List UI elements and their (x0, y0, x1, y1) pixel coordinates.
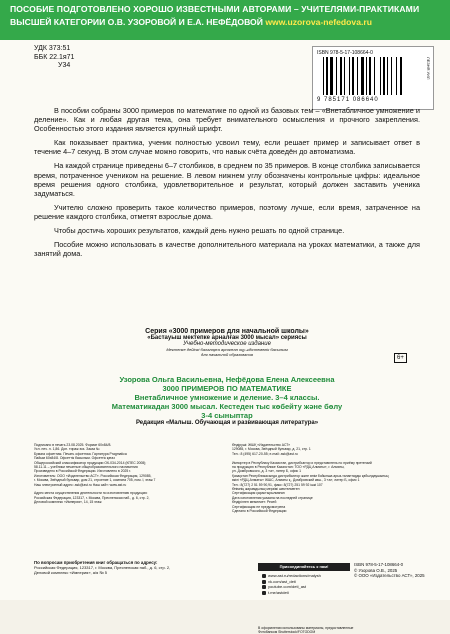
header-url-link[interactable]: www.uzorova-nefedova.ru (265, 17, 372, 27)
imprint-line: на продукцию в Республике Казахстан: ТОО «РДЦ Алматы», г. Алматы, (232, 465, 345, 470)
bbk-code: ББК 22.1я71 (34, 53, 75, 61)
copyright-publisher: © ООО «Издательство АСТ», 2025 (354, 573, 425, 579)
barcode-icon (323, 57, 419, 95)
barcode-bar (396, 57, 397, 95)
imprint-line: ул. Домбровского, д. 3 «а», литер Б, офис 1 (232, 469, 302, 474)
series-title: Серия «3000 примеров для начальной школы» (145, 328, 309, 335)
edition-type: Учебно-методическое издание (183, 341, 271, 347)
imprint-line: Изготовитель: ООО «Издательство АСТ». Российская Федерация, 129085, (34, 473, 152, 478)
imprint-left (34, 443, 224, 505)
author-code: У34 (58, 62, 71, 70)
edition-type-kz: Мектепке дейінгі балаларға арналған оқу-әдістемелік басылым (166, 347, 288, 352)
barcode-bar (330, 57, 333, 95)
imprint-line: Подписано в печать 23.08.2025. Формат 60х84/8. (34, 443, 112, 447)
social-link[interactable]: www.ast.ru/redactions/malysh (262, 573, 321, 579)
barcode-bar (340, 57, 342, 95)
header-banner (0, 0, 450, 40)
isbn-side-code: ЛЕЗНЯ УИЛ (426, 57, 431, 80)
isbn-text: ISBN 978-5-17-108664-0 (354, 562, 404, 567)
imprint-line: Деловой комплекс «Империя», 14, 15 этаж (34, 500, 102, 505)
imprint-line: Сертификация не предусмотрена (232, 504, 286, 509)
imprint-line: Тел.: 8 (495) 617-20-55; e-mail: ask@ast.ru (232, 451, 298, 456)
paragraph: Чтобы достичь хороших результатов, каждый день нужно решать по одной странице. (54, 226, 345, 236)
barcode-bar (349, 57, 350, 95)
paragraph: На каждой странице приведены 6–7 столбиков, в среднем по 35 примеров. В конце столбика записывается время, потраченное учеником на решение. В левом нижнем углу обозначены контрольные цифры: идеальное время решения одного столбика, удовлетворительное и результат, который должен заставить ученика задуматься. (34, 161, 420, 198)
barcode-bar (344, 57, 345, 95)
isbn-label: ISBN 978-5-17-108664-0 (317, 50, 373, 56)
paragraph: Учителю сложно проверить такое количество примеров, поэтому лучше, если время, затраченное на решение каждого столбика, отметят взрослые дома. (34, 202, 420, 221)
imprint-line: 129085, г. Москва, Звёздный бульвар, д. 21, стр. 1 (232, 447, 311, 452)
social-banner: Присоединяйтесь к нам! (258, 563, 350, 571)
description-text (34, 106, 420, 263)
authors-names: Узорова Ольга Васильевна, Нефёдова Елена Алексеевна (119, 375, 335, 384)
barcode-bar (323, 57, 324, 95)
udk-code: УДК 373:51 (34, 45, 71, 52)
header-authors: ВЫСШЕЙ КАТЕГОРИИ О.В. УЗОРОВОЙ И Е.А. НЕФЁДОВОЙ (10, 17, 263, 27)
barcode-bar (387, 57, 388, 95)
barcode-bar (357, 57, 358, 95)
social-links (262, 573, 321, 595)
purchase-address-2: Деловой комплекс «Империя», а/я № 5 (34, 570, 108, 575)
imprint-line: Усл. печ. л. 1,86. Доп. тираж экз. Заказ № (34, 447, 100, 452)
imprint-line: Дата изготовления указана на последней странице (232, 495, 313, 500)
isbn-barcode-box (312, 46, 434, 110)
title-block (34, 375, 420, 426)
imprint-line: өкілі «РДЦ-Алматы» ЖШС, Алматы қ., Домбровский көш., 3 «а», литер Б, офис 1 (232, 478, 360, 483)
youtube-icon (262, 585, 266, 589)
back-cover-page (0, 40, 450, 634)
header-line-2 (10, 17, 372, 27)
imprint-line: Тел.: 8(727) 2 51 59 90,91, факс: 8(727) 251 59 92 ішкі 107 (232, 482, 323, 487)
series-block (34, 328, 420, 357)
barcode-bar (391, 57, 392, 95)
copyright-author: © Узорова О.В., 2025 (354, 567, 398, 573)
purchase-address-1: Российская Федерация, 123317, г. Москва, Пресненская наб., д. 6, стр. 2, (34, 565, 171, 570)
edition-name: Редакция «Малыш. Обучающая и развивающая литература» (135, 420, 319, 426)
book-classes-kz: 3-4 сыныптар (201, 411, 253, 420)
imprint-line: Адрес места осуществления деятельности по изготовлению продукции: (34, 491, 148, 496)
imprint-line: Общероссийский классификатор продукции ОК-034-2014 (КПЕС 2008); (34, 460, 147, 465)
barcode-bar (383, 57, 385, 95)
imprint-line: Наш электронный адрес: ask@ast.ru Наш сайт: www.ast.ru (34, 482, 127, 487)
photo-credit: В оформлении использованы материалы, предоставленные Фотобанком Shutterstock/FOTODOM (258, 626, 354, 634)
social-link[interactable]: youtube.com/deti_ast (262, 584, 321, 590)
imprint-line: Пайым 60х84/8. Офсеттік басылым. Офсеттік қағаз (34, 456, 115, 461)
header-line-1: ПОСОБИЕ ПОДГОТОВЛЕНО ХОРОШО ИЗВЕСТНЫМИ АВТОРАМИ – УЧИТЕЛЯМИ-ПРАКТИКАМИ (10, 4, 420, 14)
imprint-line: Сертификация қарастырылмаған (232, 491, 285, 496)
book-title: 3000 ПРИМЕРОВ ПО МАТЕМАТИКЕ (162, 384, 292, 393)
telegram-icon (262, 591, 266, 595)
book-subtitle: Внетабличное умножение и деление. 3–4 классы. (134, 393, 320, 402)
barcode-bar (380, 57, 381, 95)
imprint-right (232, 443, 422, 513)
paragraph: Пособие можно использовать в качестве дополнительного материала на уроках математики, а также для занятий дома. (34, 240, 420, 259)
paragraph: В пособии собраны 3000 примеров по математике по одной из базовых тем – «Внетабличное умножение и деление». Как и любая другая тема, она требует внимательного осмысления и прочного закрепления. Особенностью этого издания является крупный шрифт. (34, 106, 420, 134)
imprint-line: Өндірілген мемлекет: Ресей (232, 500, 277, 505)
social-link[interactable]: vk.com/ast_deti (262, 579, 321, 585)
barcode-bar (361, 57, 364, 95)
imprint-line: Бумага офсетная. Печать офсетная. Гарнитура Pragmatica (34, 451, 127, 456)
imprint-line: г. Москва, Звёздный бульвар, дом 21, строение 1, комната 705, пом. I, этаж 7 (34, 478, 156, 483)
age-rating-badge: 6+ (394, 353, 407, 363)
social-link[interactable]: t.me/astdeti (262, 590, 321, 596)
copyright-block (354, 562, 425, 579)
imprint-line: Қазақстан Республикасында дистрибьютор және өнім бойынша арыз-талаптарды қабылдаушының (232, 473, 389, 478)
vk-icon (262, 580, 266, 584)
barcode-number: 9 785171 086640 (317, 97, 379, 103)
book-title-kz: Математикадан 3000 мысал. Кестеден тыс көбейту және бөлу (111, 402, 343, 411)
series-title-kz: «Бастауыш мектепке арналған 3000 мысал» сериясы (147, 335, 307, 341)
purchase-info (34, 560, 254, 575)
imprint-line: Өндіруші: ЖШҚ «Издательство АСТ» (232, 443, 291, 447)
barcode-bar (352, 57, 354, 95)
barcode-bar (374, 57, 375, 95)
imprint-line: Өнімнің жарамдылық мерзімі шектелмеген (232, 487, 300, 492)
edition-type-note: для начальной образования (201, 352, 253, 357)
barcode-bar (326, 57, 328, 95)
imprint-line: Сделано в Российской Федерации (232, 509, 287, 514)
globe-icon (262, 574, 266, 578)
purchase-title: По вопросам приобретения книг обращаться по адресу: (34, 560, 158, 565)
barcode-bar (366, 57, 367, 95)
barcode-bar (369, 57, 371, 95)
imprint-line: Импортер в Республику Казахстан, дистрибьютор и представитель по приёму претензий (232, 460, 372, 465)
barcode-bar (336, 57, 337, 95)
imprint-line: Произведено в Российской Федерации. Изготовлено в 2025 г. (34, 469, 131, 474)
catalog-codes (34, 45, 74, 71)
paragraph: Как показывает практика, ученик полностью усвоил тему, если решает пример и записывает ответ в течение 4–7 секунд. В этом случае можно говорить, что навык счёта доведён до автоматизма. (34, 138, 420, 157)
imprint-line: 58.11.11 – учебники печатные общеобразовательного назначения (34, 465, 138, 470)
barcode-bar (400, 57, 402, 95)
imprint-line: Российская Федерация, 123317, г. Москва, Пресненская наб., д. 6, стр. 2, (34, 495, 150, 500)
